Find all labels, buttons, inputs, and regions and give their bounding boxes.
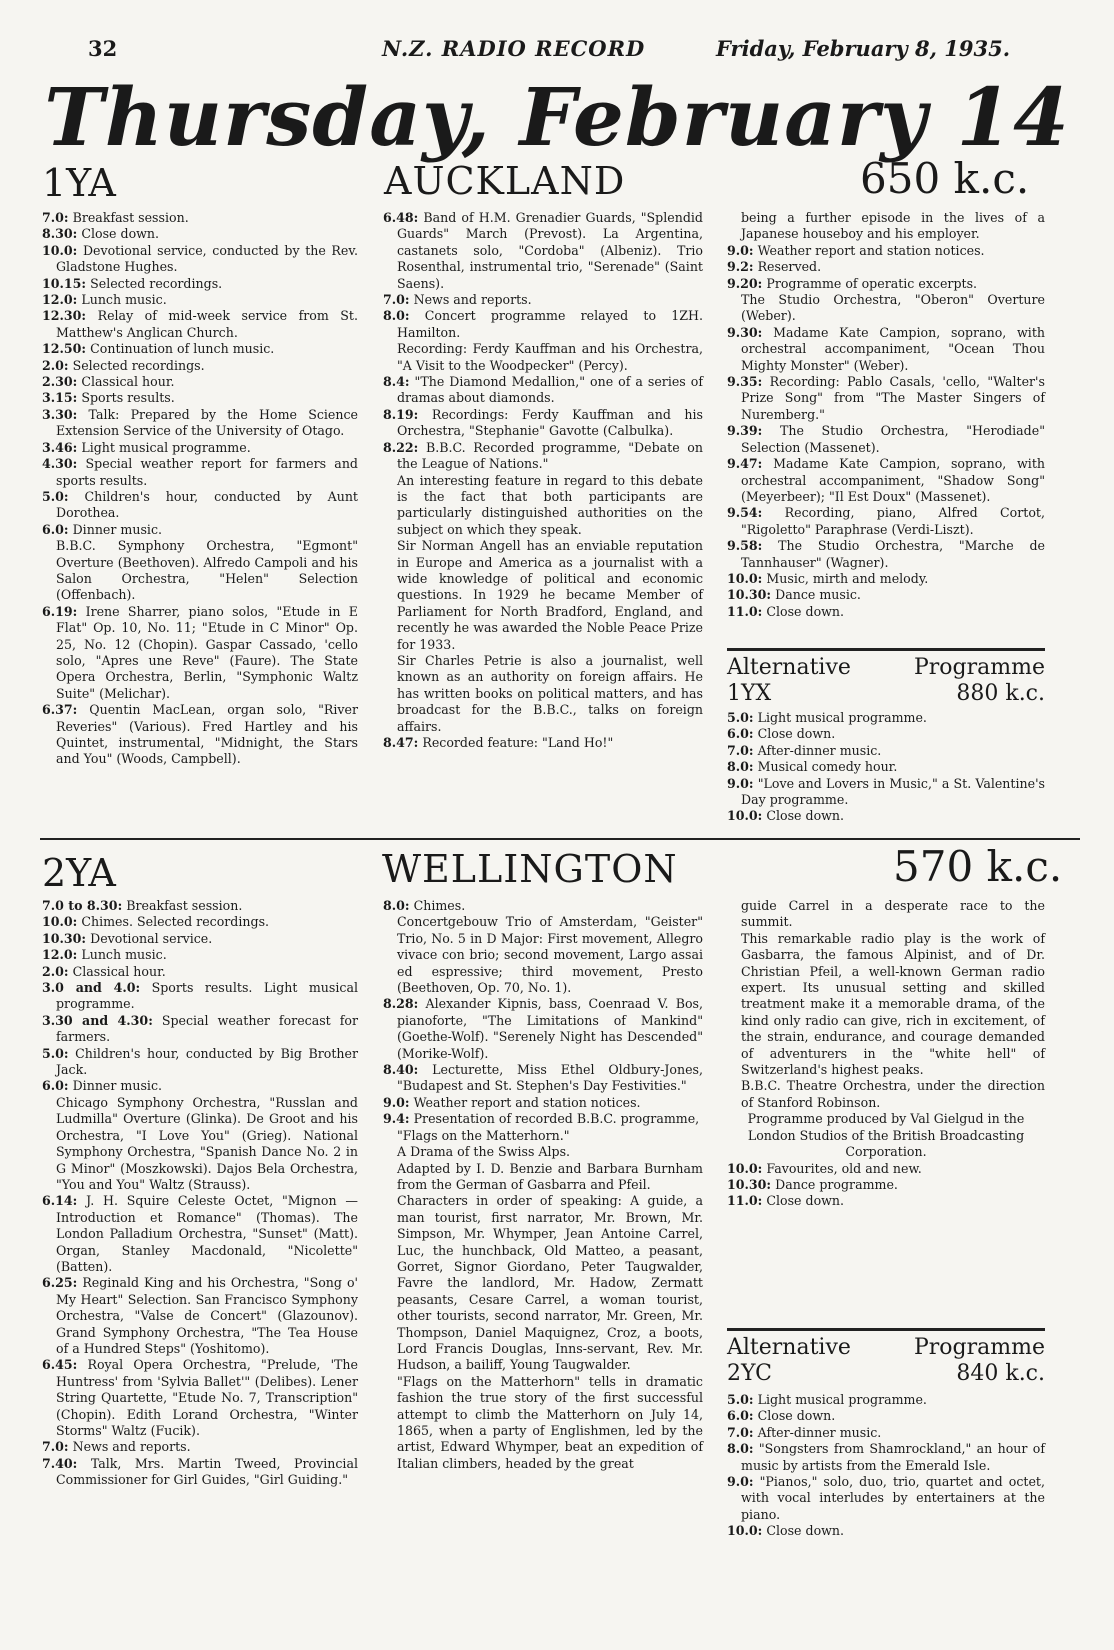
- programme-time: 9.35:: [727, 374, 763, 390]
- programme-entry: [42, 456, 358, 489]
- programme-entry: [383, 898, 703, 914]
- programme-entry: [42, 964, 358, 980]
- programme-entry: [727, 1111, 1045, 1160]
- programme-time: 2.30:: [42, 374, 78, 390]
- programme-entry: [42, 390, 358, 406]
- programme-text: Presentation of recorded B.B.C. programme,: [413, 1111, 700, 1127]
- programme-time: 8.30:: [42, 226, 78, 242]
- programme-entry: [42, 292, 358, 308]
- programme-entry: [727, 604, 1045, 620]
- programme-entry: [383, 653, 703, 735]
- programme-text: "Flags on the Matterhorn.": [397, 1127, 570, 1143]
- programme-text: The Studio Orchestra, "Oberon" Overture (Weber).: [741, 292, 1045, 324]
- programme-text: Breakfast session.: [72, 210, 189, 225]
- programme-text: Madame Kate Campion, soprano, with orchestral accompaniment, "Shadow Song" (Meyerbeer); "Il Est Doux" (Massenet).: [741, 456, 1045, 504]
- programme-text: Close down.: [766, 603, 845, 619]
- programme-entry: [42, 702, 358, 768]
- programme-entry: [42, 1193, 358, 1275]
- programme-entry: [42, 522, 358, 538]
- programme-entry: [727, 259, 1045, 275]
- programme-text: Close down.: [757, 1408, 836, 1424]
- programme-time: 10.15:: [42, 275, 87, 291]
- programme-entry: [727, 587, 1045, 603]
- programme-entry: [42, 226, 358, 242]
- programme-time: 9.4:: [383, 1111, 410, 1127]
- programme-time: 5.0:: [42, 1045, 69, 1061]
- programme-entry: [383, 1374, 703, 1472]
- programme-text: Close down.: [757, 726, 836, 742]
- programme-text: Selected recordings.: [72, 357, 205, 373]
- programme-entry: [383, 914, 703, 996]
- programme-entry: [727, 505, 1045, 538]
- programme-time: 5.0:: [727, 710, 754, 725]
- programme-column-2ya-1: [42, 898, 358, 1489]
- programme-time: 10.0:: [42, 242, 78, 258]
- programme-entry: [727, 1474, 1045, 1523]
- alternative-programme-header-1yx: [727, 648, 1045, 707]
- programme-time: 10.0:: [727, 1160, 763, 1176]
- programme-time: 12.30:: [42, 308, 87, 324]
- programme-time: 10.30:: [727, 587, 772, 603]
- programme-text: Dinner music.: [72, 521, 163, 537]
- programme-time: 9.0:: [727, 242, 754, 258]
- programme-entry: [383, 1111, 703, 1127]
- programme-entry: [383, 1062, 703, 1095]
- programme-time: 6.37:: [42, 702, 78, 718]
- programme-text: Children's hour, conducted by Aunt Dorothea.: [56, 488, 358, 521]
- programme-text: Light musical programme.: [757, 710, 927, 725]
- programme-entry: [383, 473, 703, 539]
- programme-time: 3.0 and 4.0:: [42, 980, 141, 996]
- programme-entry: [727, 710, 1045, 726]
- programme-text: Reginald King and his Orchestra, "Song o' My Heart" Selection. San Francisco Symphony Orchestra, "Valse de Concert" (Glazounov). Grand Symphony Orchestra, "The Tea House of a Hundred Steps" (Yoshitomo).: [56, 1275, 358, 1356]
- programme-text: Madame Kate Campion, soprano, with orchestral accompaniment, "Ocean Thou Mighty Monster" (Weber).: [741, 324, 1045, 373]
- programme-text: Chicago Symphony Orchestra, "Russlan and Ludmilla" Overture (Glinka). De Groot and his Orchestra, "I Love You" (Grieg). National Symphony Orchestra, "Spanish Dance No. 2 in G Minor" (Moszkowski). Dajos Bela Orchestra, "You and You" Waltz (Strauss).: [56, 1094, 358, 1192]
- programme-entry: [727, 931, 1045, 1079]
- programme-entry: [42, 538, 358, 604]
- programme-text: Light musical programme.: [81, 439, 251, 455]
- programme-time: 6.0:: [727, 1408, 754, 1424]
- programme-time: 7.0:: [383, 292, 410, 308]
- programme-text: "The Diamond Medallion," one of a series of dramas about diamonds.: [397, 374, 703, 406]
- programme-time: 2.0:: [42, 357, 69, 373]
- programme-time: 6.14:: [42, 1193, 78, 1209]
- programme-text: Recordings: Ferdy Kauffman and his Orchestra, "Stephanie" Gavotte (Calbulka).: [397, 406, 703, 439]
- programme-text: An interesting feature in regard to this debate is the fact that both participants are particularly distinguished authorities on the subject on which they speak.: [397, 472, 703, 537]
- alternative-programme-list-2yc: [727, 1392, 1045, 1540]
- programme-time: 10.0:: [727, 808, 763, 824]
- programme-time: 11.0:: [727, 603, 763, 619]
- programme-text: Band of H.M. Grenadier Guards, "Splendid Guards" March (Prevost). La Argentina, castanets solo, "Cordoba" (Albeniz). Trio Rosenthal, instrumental trio, "Serenade" (Saint Saens).: [397, 210, 703, 291]
- programme-time: 9.0:: [383, 1094, 410, 1110]
- programme-text: Lunch music.: [81, 947, 167, 963]
- programme-text: After-dinner music.: [757, 1424, 882, 1440]
- programme-time: 9.0:: [727, 1474, 754, 1490]
- programme-text: "Pianos," solo, duo, trio, quartet and octet, with vocal interludes by entertainers at the piano.: [741, 1474, 1045, 1522]
- programme-text: Continuation of lunch music.: [90, 341, 275, 357]
- programme-entry: [383, 292, 703, 308]
- programme-entry: [383, 407, 703, 440]
- programme-text: The Studio Orchestra, "Marche de Tannhauser" (Wagner).: [741, 538, 1045, 570]
- programme-entry: [42, 489, 358, 522]
- alt-call: 1YX: [727, 681, 772, 706]
- programme-text: "Flags on the Matterhorn" tells in dramatic fashion the true story of the first successful attempt to climb the Matterhorn on July 14, 1865, when a party of Englishmen, led by the artist, Edward Whymper, beat an expedition of Italian climbers, headed by the great: [397, 1373, 703, 1471]
- programme-entry: [383, 538, 703, 653]
- programme-time: 8.19:: [383, 406, 419, 422]
- programme-entry: [42, 308, 358, 341]
- alternative-programme-list-1yx: [727, 710, 1045, 825]
- programme-text: Close down.: [81, 226, 160, 242]
- programme-entry: [42, 243, 358, 276]
- programme-entry: [42, 898, 358, 914]
- programme-entry: [727, 898, 1045, 931]
- programme-time: 3.15:: [42, 390, 78, 406]
- programme-entry: [42, 210, 358, 226]
- programme-time: 8.0:: [727, 1441, 754, 1457]
- programme-text: Chimes.: [413, 898, 466, 913]
- programme-time: 3.30:: [42, 406, 78, 422]
- programme-time: 8.28:: [383, 996, 419, 1012]
- programme-text: Concertgebouw Trio of Amsterdam, "Geister" Trio, No. 5 in D Major: First movement, Allegro vivace con brio; second movement, Largo assai ed espressive; third movement, Presto (Beethoven, Op. 70, No. 1).: [397, 914, 703, 996]
- programme-time: 6.0:: [727, 726, 754, 742]
- programme-time: 10.0:: [727, 570, 763, 586]
- programme-time: 10.30:: [727, 1176, 772, 1192]
- programme-text: Sports results. Light musical programme.: [56, 980, 358, 1012]
- programme-entry: [727, 423, 1045, 456]
- programme-time: 10.0:: [727, 1523, 763, 1539]
- programme-entry: [383, 1161, 703, 1194]
- programme-text: Characters in order of speaking: A guide, a man tourist, first narrator, Mr. Brown, Mr. Simpson, Mr. Whymper, Jean Antoine Carrel, Luc, the hunchback, Old Matteo, a peasant, Gorret, Signor Giordano, Peter Taugwalder, Favre the landlord, Mr. Hadow, Zermatt peasants, Cesare Carrel, a woman tourist, other tourists, second narrator, Mr. Green, Mr. Thompson, Daniel Maquignez, Croz, a boots, Lord Francis Douglas, Inns-servant, Rev. Mr. Hudson, a bailiff, Young Taugwalder.: [397, 1193, 703, 1373]
- programme-entry: [383, 210, 703, 292]
- programme-entry: [42, 1013, 358, 1046]
- programme-text: Music, mirth and melody.: [766, 570, 929, 586]
- programme-text: Special weather forecast for farmers.: [56, 1012, 358, 1045]
- programme-time: 6.19:: [42, 603, 78, 619]
- programme-text: Dance programme.: [775, 1176, 898, 1192]
- programme-entry: [42, 1078, 358, 1094]
- programme-entry: [42, 1095, 358, 1193]
- programme-time: 8.40:: [383, 1062, 419, 1078]
- programme-entry: [383, 996, 703, 1062]
- programme-entry: [383, 1095, 703, 1111]
- programme-entry: [42, 1046, 358, 1079]
- programme-entry: [42, 931, 358, 947]
- programme-entry: [727, 1441, 1045, 1474]
- programme-entry: [383, 1144, 703, 1160]
- programme-text: Favourites, old and new.: [766, 1160, 922, 1176]
- programme-time: 6.45:: [42, 1357, 78, 1373]
- programme-time: 7.0 to 8.30:: [42, 898, 123, 913]
- programme-time: 3.30 and 4.30:: [42, 1012, 153, 1028]
- station-city-auckland: AUCKLAND: [384, 159, 626, 203]
- programme-text: This remarkable radio play is the work of Gasbarra, the famous Alpinist, and of Dr. Christian Pfeil, a well-known German radio expert. Its unusual setting and skilled treatment make it a memorable drama, of the kind only radio can give, rich in excitement, of the strain, endurance, and courage demanded of adventurers in the "white hell" of Switzerland's highest peaks.: [741, 930, 1045, 1078]
- programme-entry: [42, 1275, 358, 1357]
- alternative-programme-header-2yc: [727, 1328, 1045, 1387]
- programme-entry: [383, 374, 703, 407]
- programme-entry: [727, 292, 1045, 325]
- programme-time: 10.30:: [42, 930, 87, 946]
- programme-entry: [42, 1456, 358, 1489]
- alt-label-programme: Programme: [913, 655, 1045, 680]
- programme-text: Concert programme relayed to 1ZH. Hamilton.: [397, 308, 703, 340]
- programme-entry: [727, 210, 1045, 243]
- programme-time: 7.0:: [727, 1424, 754, 1440]
- alt-label-programme: Programme: [913, 1335, 1045, 1360]
- programme-column-2ya-3: [727, 898, 1045, 1210]
- programme-entry: [42, 374, 358, 390]
- programme-time: 12.0:: [42, 292, 78, 308]
- programme-text: Programme of operatic excerpts.: [766, 275, 978, 291]
- programme-text: Weather report and station notices.: [413, 1094, 641, 1110]
- programme-entry: [727, 276, 1045, 292]
- programme-text: Classical hour.: [72, 963, 166, 979]
- programme-column-1ya-3: [727, 210, 1045, 620]
- programme-entry: [727, 538, 1045, 571]
- programme-time: 8.0:: [727, 759, 754, 775]
- programme-column-1ya-1: [42, 210, 358, 768]
- programme-entry: [727, 1177, 1045, 1193]
- programme-time: 8.0:: [383, 898, 410, 913]
- publication-title: N.Z. RADIO RECORD: [382, 36, 646, 61]
- programme-text: Sir Charles Petrie is also a journalist, well known as an authority on foreign affairs. He has written books on political matters, and has broadcast for the B.B.C., talks on foreign affairs.: [397, 652, 703, 734]
- programme-entry: [727, 456, 1045, 505]
- station-city-wellington: WELLINGTON: [382, 847, 678, 891]
- programme-time: 3.46:: [42, 439, 78, 455]
- programme-text: Lunch music.: [81, 292, 167, 308]
- issue-date: Friday, February 8, 1935.: [716, 36, 1010, 61]
- programme-entry: [727, 1392, 1045, 1408]
- programme-text: News and reports.: [413, 292, 532, 308]
- programme-text: "Songsters from Shamrockland," an hour of music by artists from the Emerald Isle.: [741, 1441, 1045, 1473]
- programme-text: Sir Norman Angell has an enviable reputation in Europe and America as a journalist with a wide knowledge of political and economic questions. In 1929 he became Member of Parliament for North Bradford, England, and recently he was awarded the Noble Peace Prize for 1933.: [397, 538, 703, 652]
- programme-entry: [383, 1193, 703, 1373]
- station-frequency-2ya: 570 k.c.: [893, 842, 1063, 891]
- programme-time: 12.50:: [42, 341, 87, 357]
- programme-entry: [727, 726, 1045, 742]
- programme-entry: [727, 1425, 1045, 1441]
- programme-entry: [727, 1193, 1045, 1209]
- programme-text: Dinner music.: [72, 1078, 163, 1094]
- programme-time: 9.30:: [727, 324, 763, 340]
- programme-text: Musical comedy hour.: [757, 759, 898, 775]
- programme-text: Close down.: [766, 1193, 845, 1209]
- alt-call: 2YC: [727, 1361, 772, 1386]
- programme-entry: [42, 276, 358, 292]
- station-frequency-1ya: 650 k.c.: [860, 154, 1030, 203]
- day-title: Thursday, February 14: [44, 70, 1070, 164]
- programme-text: J. H. Squire Celeste Octet, "Mignon — Introduction et Romance" (Thomas). The London Palladium Orchestra, "Sunset" (Matt). Organ, Stanley Macdonald, "Nicolette" (Batten).: [56, 1193, 358, 1274]
- programme-entry: [727, 243, 1045, 259]
- programme-text: Chimes. Selected recordings.: [81, 914, 270, 930]
- programme-text: Light musical programme.: [757, 1392, 927, 1407]
- programme-text: guide Carrel in a desperate race to the summit.: [741, 898, 1045, 930]
- programme-time: 8.47:: [383, 735, 419, 750]
- programme-text: Recording: Pablo Casals, 'cello, "Walter's Prize Song" from "The Master Singers of Nuremberg.": [741, 374, 1045, 422]
- programme-entry: [42, 1439, 358, 1455]
- programme-entry: [727, 571, 1045, 587]
- programme-text: Selected recordings.: [90, 275, 223, 291]
- programme-entry: [42, 947, 358, 963]
- alt-frequency: 880 k.c.: [956, 681, 1045, 706]
- programme-text: The Studio Orchestra, "Herodiade" Selection (Massenet).: [741, 423, 1045, 455]
- programme-time: 8.22:: [383, 439, 419, 455]
- programme-text: Talk: Prepared by the Home Science Extension Service of the University of Otago.: [56, 406, 358, 439]
- programme-entry: [727, 1408, 1045, 1424]
- programme-text: Quentin MacLean, organ solo, "River Reveries" (Various). Fred Hartley and his Quintet, instrumental, "Midnight, the Stars and You" (Woods, Campbell).: [56, 702, 358, 767]
- programme-entry: [727, 776, 1045, 809]
- programme-time: 9.20:: [727, 275, 763, 291]
- programme-text: Breakfast session.: [126, 898, 243, 913]
- alt-label: Alternative: [727, 1335, 851, 1360]
- programme-text: Recorded feature: "Land Ho!": [422, 735, 614, 750]
- programme-text: Lecturette, Miss Ethel Oldbury-Jones, "Budapest and St. Stephen's Day Festivities.": [397, 1062, 703, 1094]
- programme-time: 9.58:: [727, 538, 763, 554]
- programme-time: 7.0:: [727, 742, 754, 758]
- programme-text: A Drama of the Swiss Alps.: [397, 1144, 571, 1160]
- programme-text: Devotional service, conducted by the Rev. Gladstone Hughes.: [56, 242, 358, 275]
- programme-entry: [383, 308, 703, 341]
- programme-time: 11.0:: [727, 1193, 763, 1209]
- programme-entry: [383, 341, 703, 374]
- programme-time: 6.25:: [42, 1275, 78, 1291]
- programme-entry: [42, 407, 358, 440]
- programme-entry: [42, 358, 358, 374]
- programme-text: Classical hour.: [81, 374, 175, 390]
- programme-entry: [383, 735, 703, 751]
- programme-entry: [383, 1128, 703, 1144]
- programme-entry: [727, 1161, 1045, 1177]
- station-call-2ya: 2YA: [42, 851, 116, 895]
- programme-text: Programme produced by Val Gielgud in the London Studios of the British Broadcasting Corporation.: [747, 1111, 1025, 1160]
- programme-text: Recording, piano, Alfred Cortot, "Rigoletto" Paraphrase (Verdi-Liszt).: [741, 505, 1045, 537]
- programme-time: 2.0:: [42, 963, 69, 979]
- page-number: 32: [88, 36, 118, 61]
- programme-time: 5.0:: [727, 1392, 754, 1407]
- programme-time: 9.39:: [727, 423, 763, 439]
- programme-time: 12.0:: [42, 947, 78, 963]
- programme-column-2ya-2: [383, 898, 703, 1472]
- programme-entry: [727, 743, 1045, 759]
- alt-label: Alternative: [727, 655, 851, 680]
- programme-time: 10.0:: [42, 914, 78, 930]
- programme-entry: [727, 1078, 1045, 1111]
- programme-time: 6.48:: [383, 210, 419, 225]
- programme-entry: [727, 808, 1045, 824]
- programme-text: Devotional service.: [90, 930, 213, 946]
- programme-text: "Love and Lovers in Music," a St. Valentine's Day programme.: [741, 775, 1045, 808]
- programme-text: B.B.C. Theatre Orchestra, under the direction of Stanford Robinson.: [741, 1078, 1045, 1110]
- programme-time: 7.0:: [42, 1439, 69, 1455]
- programme-entry: [727, 1523, 1045, 1539]
- programme-time: 9.47:: [727, 456, 763, 472]
- alt-frequency: 840 k.c.: [956, 1361, 1045, 1386]
- programme-text: Weather report and station notices.: [757, 242, 985, 258]
- programme-text: After-dinner music.: [757, 742, 882, 758]
- station-call-1ya: 1YA: [42, 161, 116, 205]
- programme-entry: [42, 604, 358, 702]
- programme-time: 7.0:: [42, 210, 69, 225]
- programme-entry: [383, 440, 703, 473]
- programme-entry: [42, 440, 358, 456]
- programme-entry: [727, 759, 1045, 775]
- programme-text: Dance music.: [775, 587, 861, 603]
- programme-entry: [42, 1357, 358, 1439]
- programme-time: 8.4:: [383, 374, 410, 390]
- programme-text: Talk, Mrs. Martin Tweed, Provincial Commissioner for Girl Guides, "Girl Guiding.": [56, 1455, 358, 1488]
- programme-text: being a further episode in the lives of a Japanese houseboy and his employer.: [741, 210, 1045, 242]
- programme-text: Close down.: [766, 1523, 845, 1539]
- programme-text: News and reports.: [72, 1439, 191, 1455]
- programme-entry: [727, 325, 1045, 374]
- programme-time: 9.2:: [727, 259, 754, 275]
- programme-text: B.B.C. Symphony Orchestra, "Egmont" Overture (Beethoven). Alfredo Campoli and his Salon Orchestra, "Helen" Selection (Offenbach).: [56, 538, 358, 603]
- programme-time: 6.0:: [42, 1078, 69, 1094]
- programme-time: 5.0:: [42, 488, 69, 504]
- programme-text: Special weather report for farmers and sports results.: [56, 456, 358, 488]
- programme-text: B.B.C. Recorded programme, "Debate on the League of Nations.": [397, 439, 703, 472]
- programme-text: Relay of mid-week service from St. Matthew's Anglican Church.: [56, 308, 358, 340]
- programme-text: Alexander Kipnis, bass, Coenraad V. Bos, pianoforte, "The Limitations of Mankind" (Goethe-Wolf). "Serenely Night has Descended" (Morike-Wolf).: [397, 996, 703, 1061]
- programme-text: Children's hour, conducted by Big Brother Jack.: [56, 1045, 358, 1078]
- programme-time: 7.40:: [42, 1455, 78, 1471]
- programme-entry: [727, 374, 1045, 423]
- programme-time: 9.54:: [727, 505, 763, 521]
- programme-entry: [42, 914, 358, 930]
- programme-text: Adapted by I. D. Benzie and Barbara Burnham from the German of Gasbarra and Pfeil.: [397, 1160, 703, 1192]
- programme-time: 9.0:: [727, 775, 754, 791]
- programme-text: Reserved.: [757, 259, 822, 275]
- programme-text: Irene Sharrer, piano solos, "Etude in E Flat" Op. 10, No. 11; "Etude in C Minor" Op. 25, No. 12 (Chopin). Gaspar Cassado, 'cello solo, "Apres une Reve" (Faure). The State Opera Orchestra, Berlin, "Symphonic Waltz Suite" (Melichar).: [56, 603, 358, 701]
- programme-text: Close down.: [766, 808, 845, 824]
- programme-text: Sports results.: [81, 390, 175, 406]
- programme-column-1ya-2: [383, 210, 703, 751]
- programme-text: Recording: Ferdy Kauffman and his Orchestra, "A Visit to the Woodpecker" (Percy).: [397, 341, 703, 373]
- programme-entry: [42, 980, 358, 1013]
- programme-entry: [42, 341, 358, 357]
- programme-time: 4.30:: [42, 456, 78, 472]
- programme-time: 8.0:: [383, 308, 410, 324]
- programme-text: Royal Opera Orchestra, "Prelude, 'The Huntress' from 'Sylvia Ballet'" (Delibes). Lener String Quartette, "Etude No. 7, Transcription" (Chopin). Edith Lorand Orchestra, "Winter Storms" Waltz (Fucik).: [56, 1357, 358, 1438]
- programme-time: 6.0:: [42, 521, 69, 537]
- section-divider: [40, 838, 1080, 840]
